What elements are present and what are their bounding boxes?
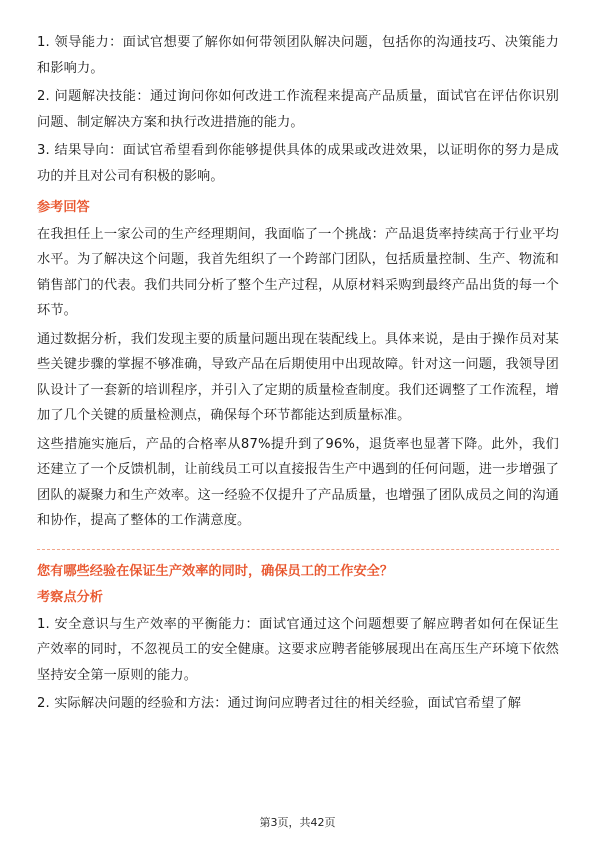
analysis-point-1: 1. 安全意识与生产效率的平衡能力：面试官通过这个问题想要了解应聘者如何在保证生产效率的同时，不忽视员工的安全健康。这要求应聘者能够展现出在高压生产环境下依然坚持安全第一原则的能力。 xyxy=(37,616,559,683)
section-divider xyxy=(37,549,559,550)
answer-paragraph-3: 这些措施实施后，产品的合格率从87%提升到了96%，退货率也显著下降。此外，我们还建立了一个反馈机制，让前线员工可以直接报告生产中遇到的任何问题，进一步增强了团队的凝聚力和生产效率。这一经验不仅提升了产品质量，也增强了团队成员之间的沟通和协作，提高了整体的工作满意度。 xyxy=(37,436,559,528)
page-content xyxy=(37,30,559,720)
point-problem-solving: 2. 问题解决技能：通过询问你如何改进工作流程来提高产品质量，面试官在评估你识别问题、制定解决方案和执行改进措施的能力。 xyxy=(37,89,559,130)
page-number: 第3页，共42页 xyxy=(259,816,336,829)
answer-paragraph-1: 在我担任上一家公司的生产经理期间，我面临了一个挑战：产品退货率持续高于行业平均水平。为了解决这个问题，我首先组织了一个跨部门团队，包括质量控制、生产、物流和销售部门的代表。我们共同分析了整个生产过程，从原材料采购到最终产品出货的每一个环节。 xyxy=(37,226,559,318)
answer-heading: 参考回答 xyxy=(37,200,90,215)
answer-paragraph-2: 通过数据分析，我们发现主要的质量问题出现在装配线上。具体来说，是由于操作员对某些关键步骤的掌握不够准确，导致产品在后期使用中出现故障。针对这一问题，我领导团队设计了一套新的培训程序，并引入了定期的质量检查制度。我们还调整了工作流程，增加了几个关键的质量检测点，确保每个环节都能达到质量标准。 xyxy=(37,331,559,423)
point-result-oriented: 3. 结果导向：面试官希望看到你能够提供具体的成果或改进效果，以证明你的努力是成功的并且对公司有积极的影响。 xyxy=(37,143,559,184)
analysis-point-2: 2. 实际解决问题的经验和方法：通过询问应聘者过往的相关经验，面试官希望了解 xyxy=(37,696,522,711)
analysis-heading: 考察点分析 xyxy=(37,590,103,605)
question-heading: 您有哪些经验在保证生产效率的同时，确保员工的工作安全？ xyxy=(37,563,394,579)
point-leadership: 1. 领导能力：面试官想要了解你如何带领团队解决问题，包括你的沟通技巧、决策能力和影响力。 xyxy=(37,35,559,76)
